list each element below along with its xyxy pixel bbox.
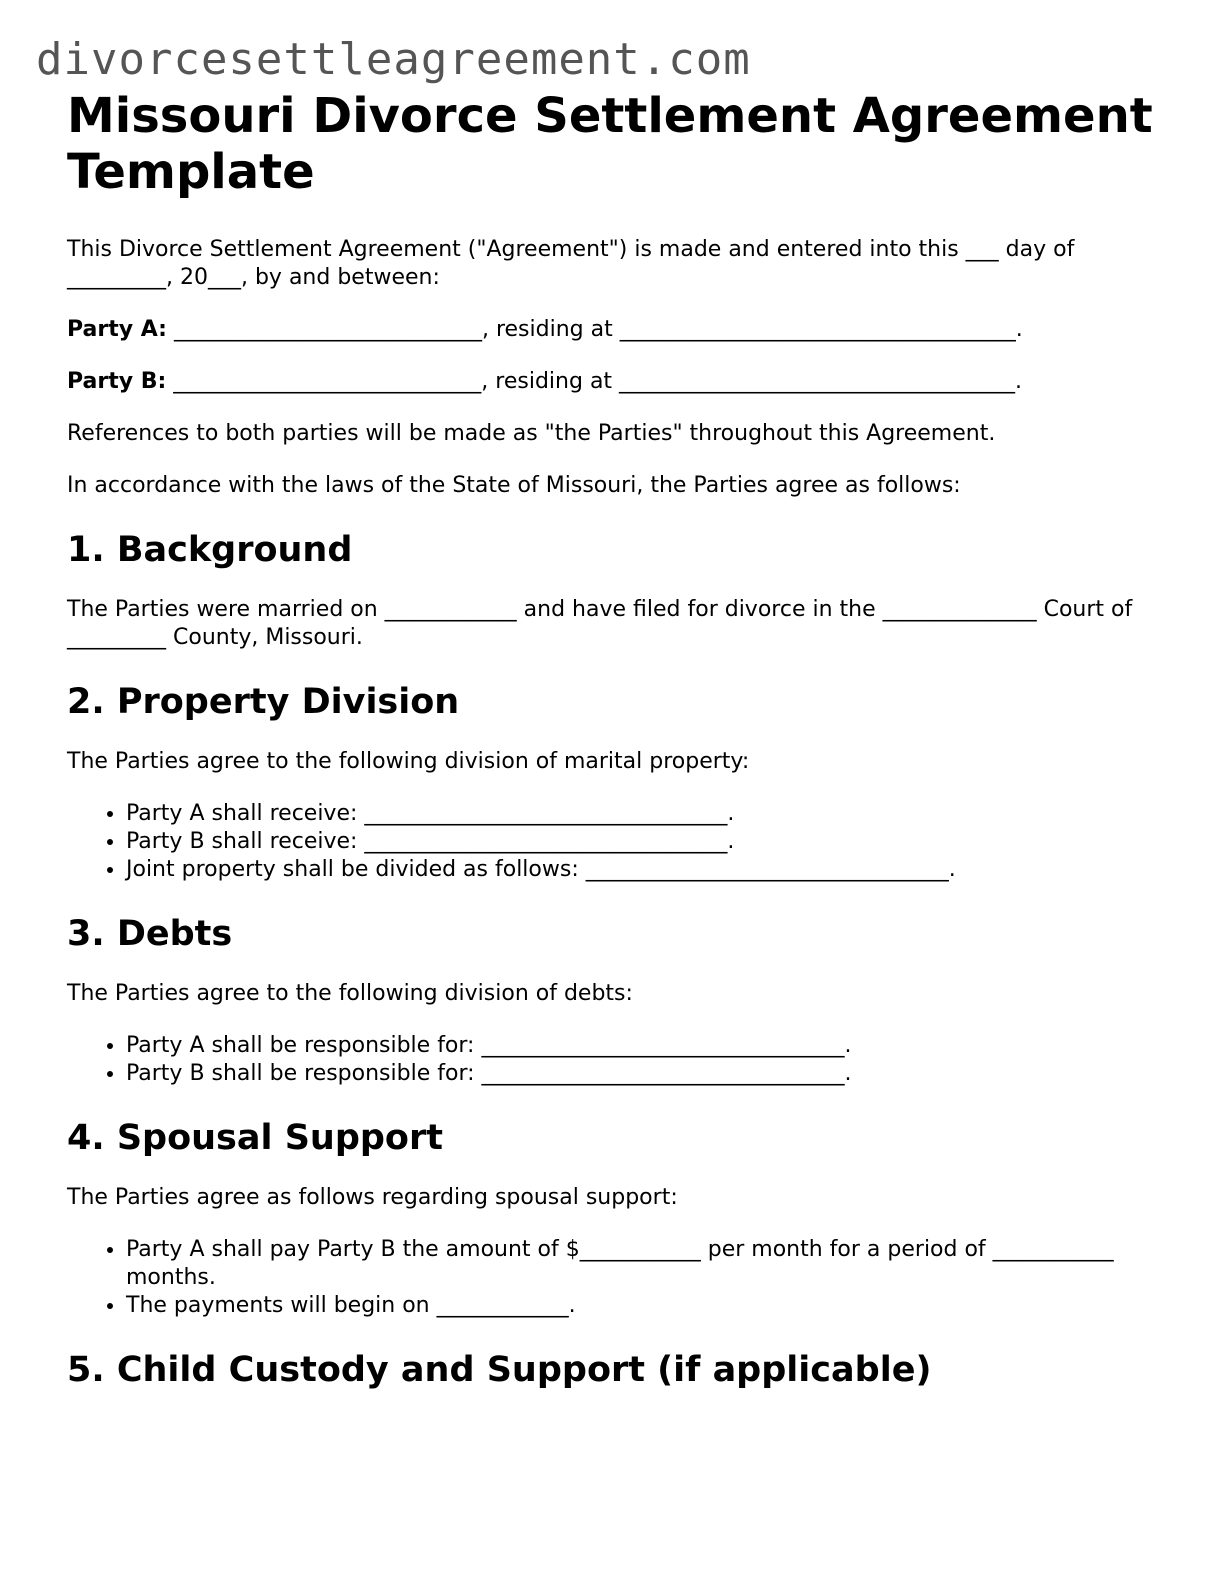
property-list: [67, 800, 1167, 884]
section-property-heading: 2. Property Division: [67, 682, 460, 722]
party-b-line: [67, 368, 1167, 396]
references-paragraph: References to both parties will be made as "the Parties" throughout this Agreement.: [67, 421, 996, 446]
party-b-label: Party B:: [67, 369, 167, 394]
list-item: • The payments will begin on ____________.: [126, 1292, 1167, 1320]
section-property-intro: The Parties agree to the following division of marital property:: [67, 749, 750, 774]
section-custody-heading: 5. Child Custody and Support (if applicable): [67, 1350, 932, 1390]
spousal-list: [67, 1236, 1167, 1320]
section-debts-intro: The Parties agree to the following division of debts:: [67, 981, 633, 1006]
list-item: • Party A shall be responsible for: _________________________________.: [126, 1032, 1167, 1060]
document-title: Missouri Divorce Settlement Agreement Template: [67, 88, 1153, 200]
list-item: • Party B shall be responsible for: _________________________________.: [126, 1060, 1167, 1088]
section-spousal-heading: 4. Spousal Support: [67, 1118, 443, 1158]
list-item: • Joint property shall be divided as follows: _________________________________.: [126, 856, 1167, 884]
document-page: [67, 88, 1167, 1416]
section-background-heading: 1. Background: [67, 530, 353, 570]
section-spousal-intro: The Parties agree as follows regarding spousal support:: [67, 1185, 678, 1210]
party-a-text: ____________________________, residing at ____________________________________.: [166, 317, 1023, 342]
watermark: divorcesettleagreement.com: [36, 34, 751, 85]
section-background-text: The Parties were married on ____________ and have filed for divorce in the ______________ Court of _________ County, Missouri.: [67, 597, 1133, 650]
debts-list: [67, 1032, 1167, 1088]
party-a-label: Party A:: [67, 317, 167, 342]
list-item: • Party A shall receive: _________________________________.: [126, 800, 1167, 828]
party-b-text: ____________________________, residing at ____________________________________.: [166, 369, 1023, 394]
list-item: • Party B shall receive: _________________________________.: [126, 828, 1167, 856]
party-a-line: [67, 316, 1167, 344]
section-debts-heading: 3. Debts: [67, 914, 233, 954]
list-item: • Party A shall pay Party B the amount of $___________ per month for a period of ___________ months.: [126, 1236, 1167, 1292]
accordance-paragraph: In accordance with the laws of the State of Missouri, the Parties agree as follows:: [67, 473, 961, 498]
intro-paragraph: This Divorce Settlement Agreement ("Agreement") is made and entered into this ___ day of _________, 20___, by and between:: [67, 237, 1075, 290]
